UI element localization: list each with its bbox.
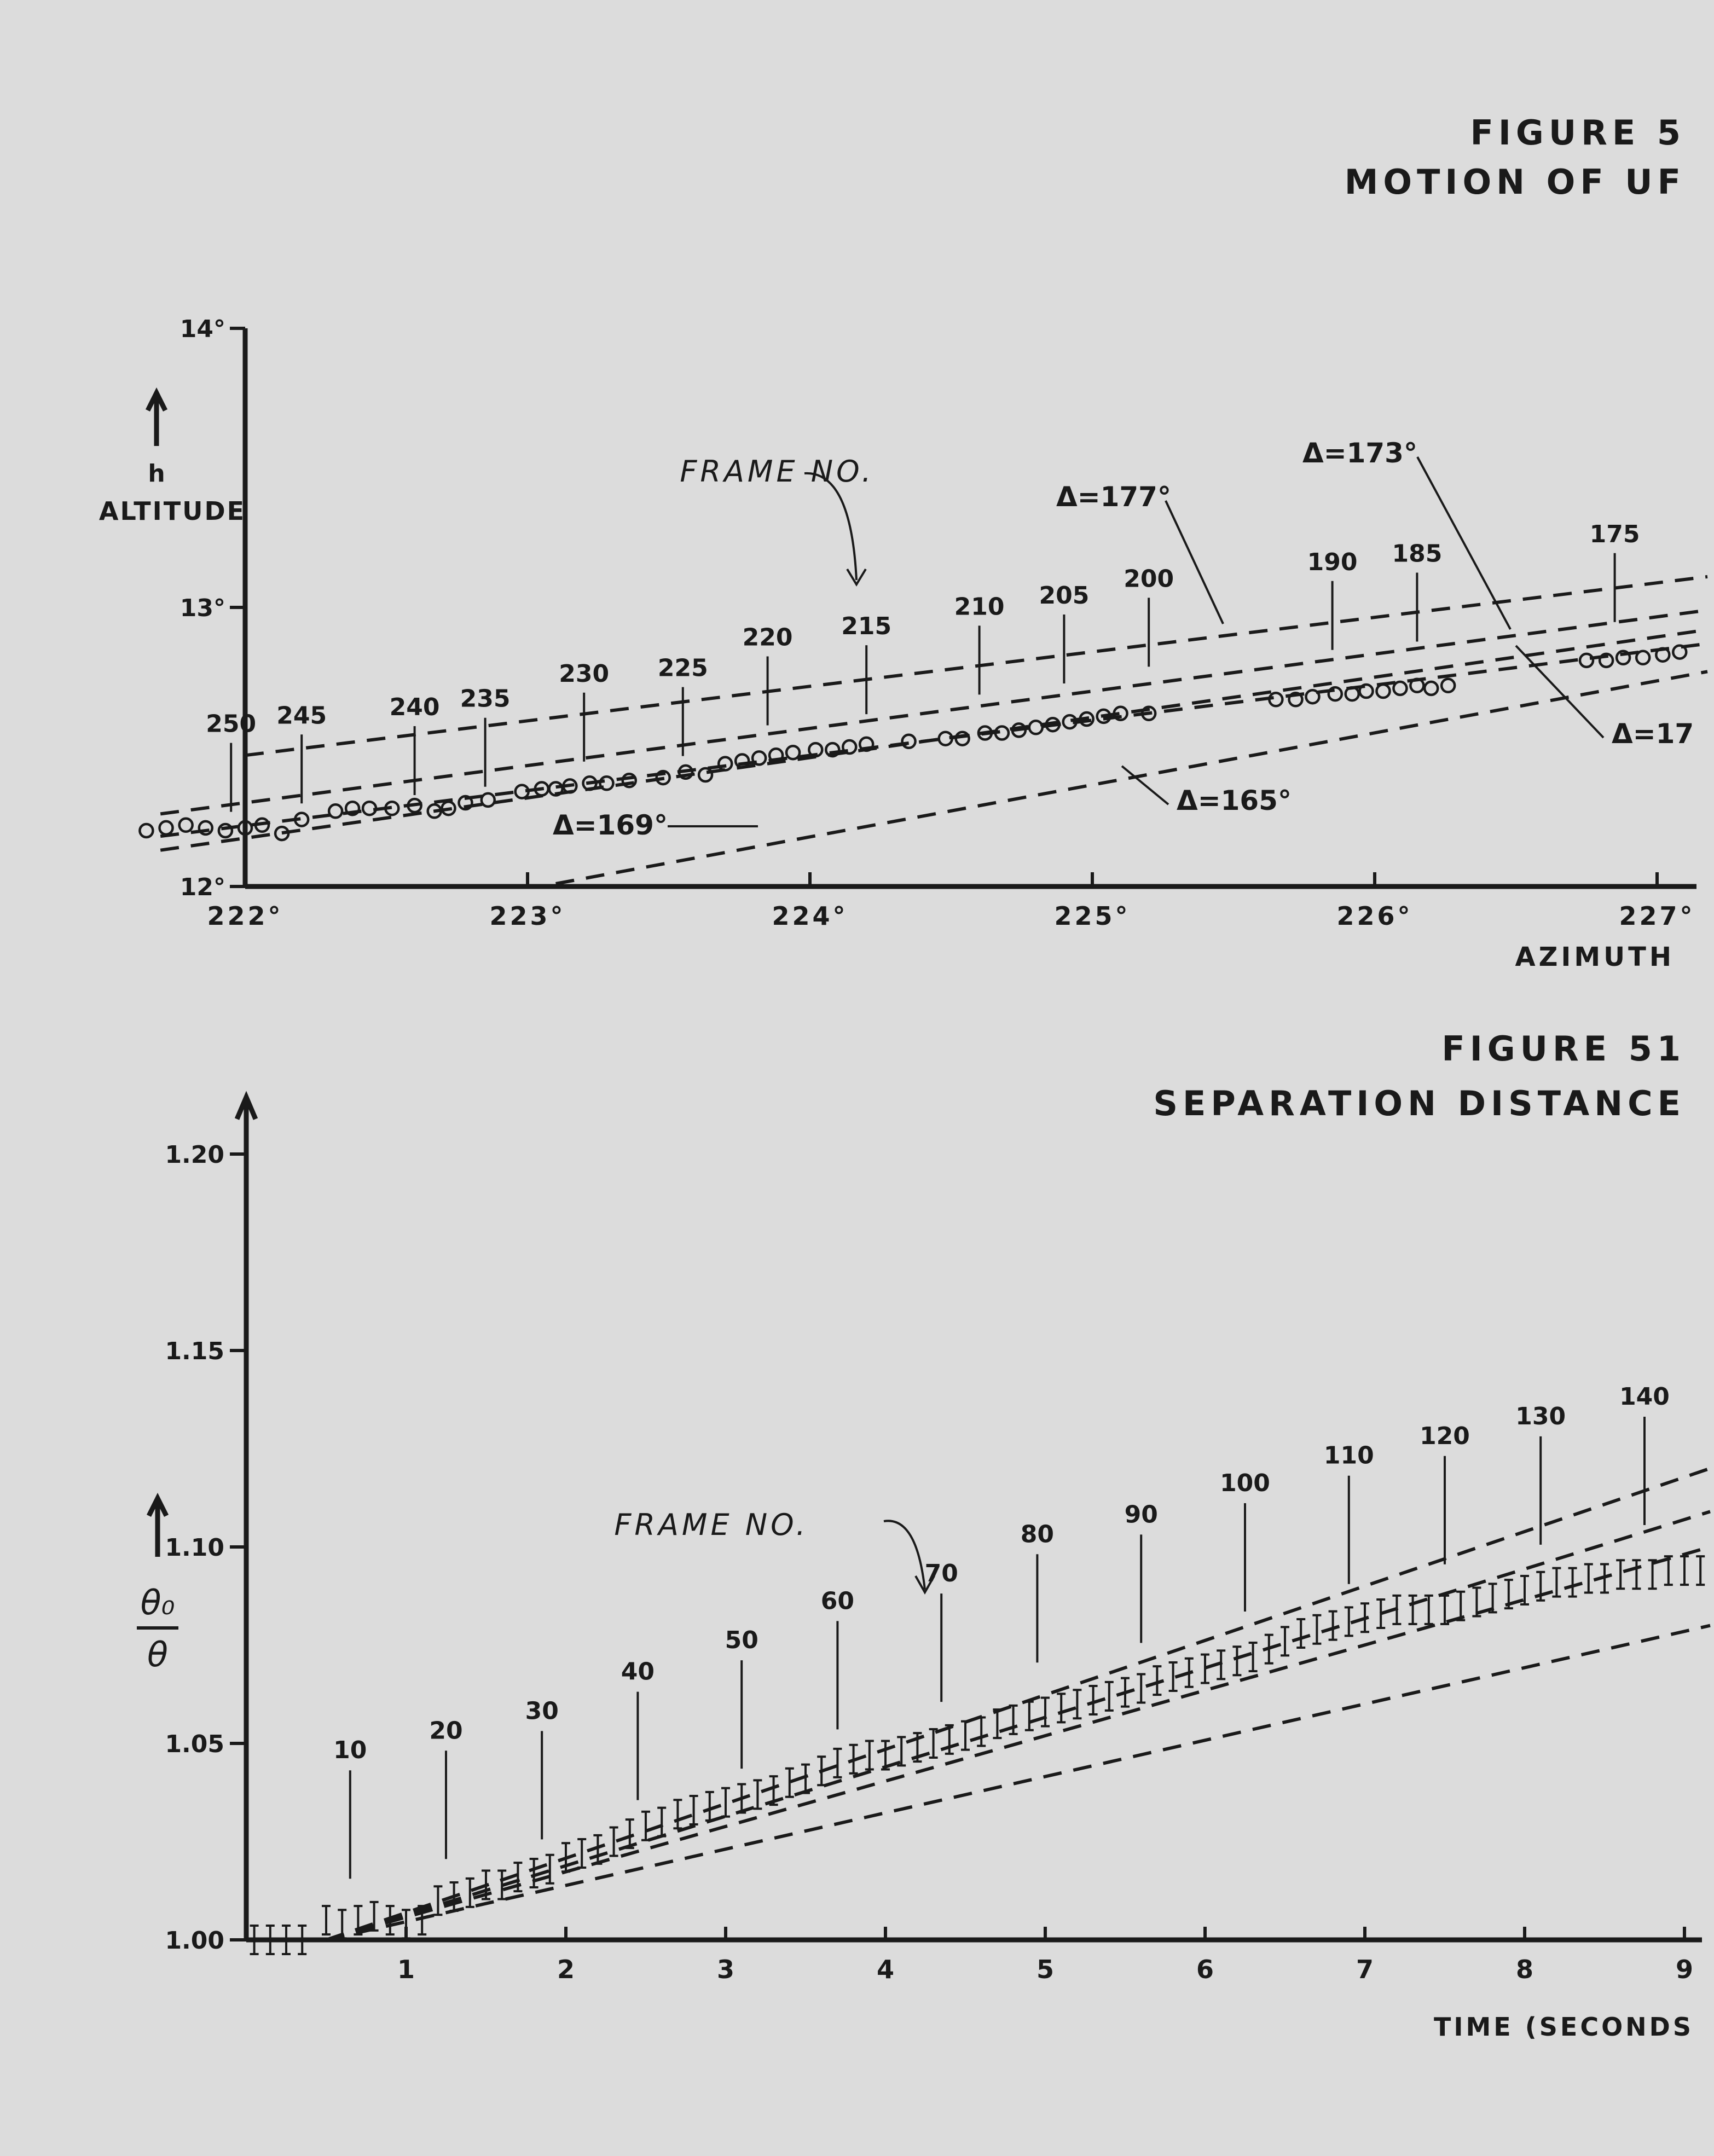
frame-label: 240 bbox=[389, 693, 440, 721]
error-bar bbox=[865, 1741, 874, 1770]
error-bar bbox=[433, 1886, 442, 1915]
frame-label: 60 bbox=[820, 1587, 855, 1615]
frame-labels bbox=[333, 1383, 1670, 1879]
y-axis-symbol: h bbox=[148, 460, 165, 488]
y-tick-label: 14° bbox=[179, 315, 225, 343]
y-tick-labels bbox=[165, 1141, 246, 1955]
frame-label: 235 bbox=[460, 685, 511, 713]
frame-label: 250 bbox=[206, 710, 257, 738]
error-bar bbox=[1409, 1596, 1417, 1624]
figure-51-title: FIGURE 51 bbox=[1441, 1029, 1686, 1069]
y-axis-numerator: θ₀ bbox=[140, 1583, 175, 1622]
x-tick-label: 222° bbox=[207, 901, 283, 931]
frame-label: 10 bbox=[333, 1736, 367, 1765]
data-point bbox=[1393, 682, 1406, 695]
error-bar bbox=[690, 1796, 698, 1824]
delta-label: Δ=173° bbox=[1302, 437, 1417, 469]
delta-line bbox=[160, 630, 1707, 850]
data-point bbox=[843, 740, 856, 754]
data-point bbox=[1376, 685, 1389, 698]
y-tick-labels bbox=[180, 315, 245, 901]
figure-5-title: FIGURE 5 bbox=[1470, 113, 1686, 153]
altitude-chart bbox=[99, 315, 1707, 972]
y-tick-label: 12° bbox=[179, 873, 225, 901]
error-bar bbox=[1201, 1655, 1209, 1683]
error-bar bbox=[641, 1812, 650, 1840]
y-tick-label: 1.15 bbox=[165, 1337, 224, 1365]
data-point bbox=[719, 757, 732, 770]
error-bar bbox=[322, 1906, 331, 1934]
error-bar bbox=[961, 1722, 970, 1750]
x-tick-label: 9 bbox=[1675, 1955, 1694, 1984]
frame-label: 20 bbox=[429, 1717, 463, 1745]
frame-label: 230 bbox=[559, 659, 610, 688]
frame-label: 90 bbox=[1124, 1500, 1158, 1529]
error-bar bbox=[1057, 1694, 1066, 1722]
data-point bbox=[219, 824, 232, 837]
data-point bbox=[786, 746, 800, 759]
error-bar bbox=[577, 1839, 586, 1868]
frame-label: 245 bbox=[276, 702, 327, 730]
delta-label: Δ=169° bbox=[553, 809, 668, 841]
error-bar bbox=[1329, 1612, 1337, 1640]
y-tick-label: 1.20 bbox=[165, 1141, 224, 1169]
separation-chart bbox=[137, 1097, 1710, 2042]
error-bar bbox=[657, 1808, 666, 1836]
data-point bbox=[329, 804, 342, 818]
data-point bbox=[179, 819, 193, 832]
error-bar bbox=[833, 1749, 842, 1777]
error-bar bbox=[1137, 1674, 1145, 1702]
frame-label: 210 bbox=[954, 593, 1005, 621]
x-tick-label: 224° bbox=[772, 901, 848, 931]
delta-lines bbox=[160, 437, 1707, 884]
x-tick-label: 226° bbox=[1336, 901, 1413, 931]
y-tick-label: 1.00 bbox=[165, 1927, 224, 1955]
y-axis-denominator: θ bbox=[147, 1635, 168, 1674]
x-tick-label: 5 bbox=[1036, 1955, 1055, 1984]
x-tick-label: 227° bbox=[1619, 901, 1695, 931]
frame-label: 40 bbox=[621, 1657, 655, 1686]
frame-label: 175 bbox=[1589, 520, 1640, 548]
frame-label: 120 bbox=[1420, 1422, 1470, 1450]
x-tick-label: 3 bbox=[716, 1955, 735, 1984]
error-bar bbox=[785, 1769, 794, 1797]
data-point bbox=[600, 776, 613, 790]
x-tick-label: 7 bbox=[1356, 1955, 1374, 1984]
error-bar bbox=[1073, 1690, 1081, 1718]
frame-label: 70 bbox=[924, 1560, 958, 1588]
error-bar bbox=[546, 1855, 554, 1883]
error-bar bbox=[1281, 1627, 1289, 1655]
delta-line bbox=[556, 671, 1707, 884]
frame-no-arrow bbox=[804, 473, 856, 580]
data-point bbox=[199, 821, 212, 834]
frame-label: 100 bbox=[1220, 1469, 1270, 1497]
frame-label: 30 bbox=[525, 1697, 559, 1725]
delta-label: Δ=17 bbox=[1612, 718, 1694, 750]
error-bar bbox=[753, 1780, 762, 1809]
frame-label: 215 bbox=[841, 612, 892, 641]
error-bar bbox=[977, 1717, 986, 1746]
y-tick-label: 13° bbox=[179, 594, 225, 622]
data-point bbox=[1029, 721, 1043, 734]
delta-label: Δ=177° bbox=[1056, 481, 1171, 513]
error-bar bbox=[1584, 1564, 1593, 1592]
dashed-line bbox=[326, 1626, 1710, 1940]
frame-label: 50 bbox=[725, 1626, 758, 1655]
error-bar bbox=[1025, 1702, 1034, 1730]
y-axis-label: ALTITUDE bbox=[99, 496, 246, 526]
x-axis-label: TIME (SECONDS bbox=[1434, 2012, 1694, 2042]
x-tick-labels bbox=[207, 872, 1695, 931]
data-point bbox=[140, 824, 153, 837]
data-point bbox=[902, 735, 916, 748]
frame-label: 205 bbox=[1039, 582, 1090, 610]
error-bar bbox=[1696, 1556, 1705, 1585]
figure-5-subtitle: MOTION OF UF bbox=[1344, 162, 1686, 202]
error-bar bbox=[721, 1788, 730, 1817]
delta-label: Δ=165° bbox=[1177, 785, 1292, 816]
data-point bbox=[1360, 685, 1373, 698]
figure-51-subtitle: SEPARATION DISTANCE bbox=[1153, 1083, 1686, 1123]
data-point bbox=[736, 755, 749, 768]
x-tick-label: 225° bbox=[1054, 901, 1131, 931]
x-tick-label: 6 bbox=[1196, 1955, 1214, 1984]
frame-label: 80 bbox=[1020, 1520, 1055, 1549]
error-bar bbox=[1041, 1698, 1050, 1726]
error-bar bbox=[1249, 1643, 1258, 1671]
frame-label: 225 bbox=[657, 654, 708, 682]
x-tick-label: 8 bbox=[1515, 1955, 1534, 1984]
data-point bbox=[1636, 651, 1649, 664]
error-bar bbox=[1680, 1556, 1689, 1585]
x-tick-label: 4 bbox=[876, 1955, 895, 1984]
data-point bbox=[1580, 654, 1593, 667]
data-point bbox=[160, 821, 173, 834]
y-tick-label: 1.05 bbox=[165, 1730, 224, 1758]
error-bar bbox=[1552, 1568, 1561, 1597]
error-bar bbox=[1296, 1619, 1305, 1648]
data-point bbox=[1329, 687, 1342, 700]
frame-label: 190 bbox=[1307, 548, 1358, 576]
frame-label: 200 bbox=[1124, 565, 1174, 593]
x-tick-label: 2 bbox=[557, 1955, 575, 1984]
data-point bbox=[482, 793, 495, 807]
data-point bbox=[752, 751, 766, 764]
frame-label: 110 bbox=[1323, 1441, 1374, 1470]
x-tick-label: 223° bbox=[489, 901, 566, 931]
error-bar bbox=[1568, 1568, 1577, 1597]
error-bar bbox=[1632, 1560, 1641, 1589]
data-point bbox=[1306, 690, 1319, 703]
data-point bbox=[699, 768, 712, 781]
frame-label: 185 bbox=[1392, 540, 1443, 568]
frame-no-annotation: FRAME NO. bbox=[614, 1508, 809, 1542]
data-point bbox=[1425, 682, 1438, 695]
error-bar bbox=[1616, 1560, 1625, 1589]
x-tick-label: 1 bbox=[397, 1955, 415, 1984]
delta-leader bbox=[1166, 501, 1223, 624]
error-bar bbox=[705, 1792, 714, 1821]
frame-label: 130 bbox=[1515, 1402, 1566, 1430]
error-bar bbox=[673, 1800, 682, 1828]
error-bar bbox=[402, 1910, 410, 1938]
frame-labels bbox=[206, 520, 1640, 812]
frame-label: 220 bbox=[742, 623, 793, 652]
x-tick-labels bbox=[397, 1927, 1693, 1984]
error-bar bbox=[1105, 1682, 1114, 1711]
error-bar bbox=[1232, 1647, 1241, 1675]
data-point bbox=[1441, 679, 1455, 692]
frame-no-annotation: FRAME NO. bbox=[680, 454, 875, 489]
y-tick-label: 1.10 bbox=[165, 1534, 224, 1562]
data-point bbox=[1673, 646, 1686, 659]
x-axis-label: AZIMUTH bbox=[1515, 942, 1675, 972]
error-bar bbox=[1648, 1560, 1657, 1589]
error-bar bbox=[1312, 1615, 1321, 1644]
frame-label: 140 bbox=[1619, 1383, 1670, 1411]
